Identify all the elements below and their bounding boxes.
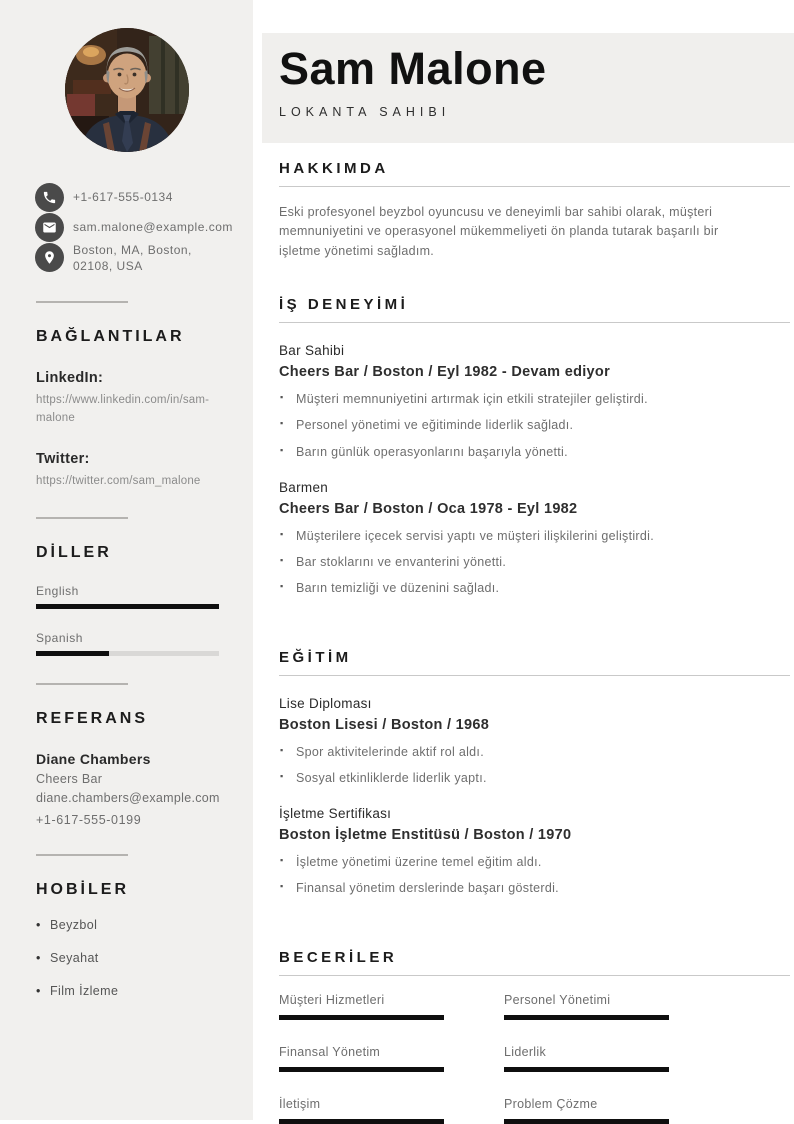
skill-item <box>279 993 444 1020</box>
reference-company: Cheers Bar <box>36 772 103 787</box>
school-bullet: ▪ Finansal yönetim derslerinde başarı gösterdi. <box>279 880 790 896</box>
links-heading: BAĞLANTILAR <box>36 328 185 346</box>
skill-bar <box>279 1119 444 1124</box>
contact-location: Boston, MA, Boston, 02108, USA <box>73 243 192 274</box>
language-bar-fill <box>36 651 109 656</box>
school-bullets <box>279 854 790 897</box>
skills-heading: BECERİLER <box>279 948 398 966</box>
skill-name: İletişim <box>279 1096 321 1111</box>
contact-phone-row <box>35 182 237 212</box>
about-heading: HAKKIMDA <box>279 159 389 177</box>
hobby-item: • Beyzbol <box>36 918 237 932</box>
reference-name: Diane Chambers <box>36 751 151 768</box>
skill-bar <box>279 1067 444 1072</box>
degree-title: İşletme Sertifikası <box>279 806 392 821</box>
job-entry <box>279 480 790 597</box>
school-bullet: ▪ İşletme yönetimi üzerine temel eğitim aldı. <box>279 854 790 870</box>
section-rule <box>279 186 790 187</box>
skill-bar <box>279 1015 444 1020</box>
sidebar-divider <box>36 301 128 303</box>
link-label: LinkedIn: <box>36 370 104 387</box>
school-meta: Boston İşletme Enstitüsü / Boston / 1970 <box>279 827 572 843</box>
job-bullets <box>279 528 790 597</box>
skill-bar-fill <box>279 1015 444 1020</box>
skill-bar-fill <box>279 1067 444 1072</box>
hobbies-section <box>36 881 237 998</box>
job-entry <box>279 343 790 460</box>
contact-email[interactable]: sam.malone@example.com <box>73 219 233 234</box>
school-bullet: ▪ Spor aktivitelerinde aktif rol aldı. <box>279 744 790 760</box>
languages-heading: DİLLER <box>36 544 112 562</box>
skill-bar-fill <box>504 1015 669 1020</box>
skill-name: Liderlik <box>504 1044 546 1059</box>
experience-heading: İŞ DENEYİMİ <box>279 296 409 313</box>
profile-photo-illustration <box>65 28 189 152</box>
phone-icon <box>35 183 64 212</box>
reference-section <box>36 710 237 827</box>
links-section <box>36 328 237 490</box>
sidebar-divider <box>36 683 128 685</box>
skill-bar <box>504 1119 669 1124</box>
skill-item <box>504 1045 669 1072</box>
resume-header <box>279 44 790 119</box>
section-rule <box>279 675 790 676</box>
job-title: Bar Sahibi <box>279 343 345 358</box>
school-bullet: ▪ Sosyal etkinliklerde liderlik yaptı. <box>279 770 790 786</box>
school-meta: Boston Lisesi / Boston / 1968 <box>279 716 490 733</box>
hobby-list <box>36 918 237 998</box>
language-item <box>36 584 237 609</box>
language-name: Spanish <box>36 631 83 646</box>
skill-item <box>279 1097 444 1124</box>
job-bullet: ▪ Bar stoklarını ve envanterini yönetti. <box>279 554 790 570</box>
skill-bar-fill <box>279 1119 444 1124</box>
school-bullets <box>279 744 790 787</box>
contact-section <box>35 182 237 274</box>
main-content <box>279 0 790 1124</box>
skill-item <box>504 1097 669 1124</box>
link-item <box>36 451 237 490</box>
person-title: LOKANTA SAHIBI <box>279 104 451 119</box>
job-bullet: ▪ Personel yönetimi ve eğitiminde liderlik sağladı. <box>279 417 790 433</box>
contact-location-row <box>35 242 237 274</box>
skills-section <box>279 949 790 1124</box>
person-name: Sam Malone <box>279 43 547 94</box>
job-bullets <box>279 391 790 460</box>
job-bullet: ▪ Barın günlük operasyonlarını başarıyla yönetti. <box>279 444 790 460</box>
skill-bar-fill <box>504 1067 669 1072</box>
degree-title: Lise Diploması <box>279 695 372 711</box>
school-entry <box>279 806 790 897</box>
hobby-item: • Film İzleme <box>36 984 237 998</box>
language-bar <box>36 604 219 609</box>
language-bar <box>36 651 219 656</box>
reference-email[interactable]: diane.chambers@example.com <box>36 791 220 806</box>
skills-grid <box>279 993 790 1124</box>
skill-name: Personel Yönetimi <box>504 992 611 1007</box>
job-meta: Cheers Bar / Boston / Oca 1978 - Eyl 1982 <box>279 500 578 517</box>
hobby-item: • Seyahat <box>36 951 237 965</box>
job-bullet: ▪ Müşteri memnuniyetini artırmak için etkili stratejiler geliştirdi. <box>279 391 790 407</box>
contact-email-row <box>35 212 237 242</box>
language-name: English <box>36 584 79 599</box>
job-bullet: ▪ Müşterilere içecek servisi yaptı ve müşteri ilişkilerini geliştirdi. <box>279 528 790 544</box>
reference-heading: REFERANS <box>36 710 149 728</box>
section-rule <box>279 975 790 976</box>
skill-name: Finansal Yönetim <box>279 1044 381 1059</box>
sidebar-divider <box>36 854 128 856</box>
link-url[interactable]: https://www.linkedin.com/in/sam-malone <box>36 394 210 424</box>
mail-icon <box>35 213 64 242</box>
contact-phone[interactable]: +1-617-555-0134 <box>73 189 173 204</box>
skill-bar <box>504 1015 669 1020</box>
location-pin-icon <box>35 243 64 272</box>
job-title: Barmen <box>279 479 329 495</box>
about-text: Eski profesyonel beyzbol oyuncusu ve deneyimli bar sahibi olarak, müşteri memnuniyetini ve operasyonel mükemmeliyeti ön planda tutarak başarılı bir işletme yönetimi sağladım. <box>279 204 719 258</box>
sidebar <box>0 0 253 1120</box>
skill-item <box>504 993 669 1020</box>
language-bar-fill <box>36 604 219 609</box>
education-heading: EĞİTİM <box>279 648 352 666</box>
skill-name: Problem Çözme <box>504 1096 598 1111</box>
link-label: Twitter: <box>36 450 90 467</box>
profile-photo <box>65 28 189 152</box>
skill-bar <box>504 1067 669 1072</box>
school-entry <box>279 696 790 787</box>
language-item <box>36 631 237 656</box>
hobbies-heading: HOBİLER <box>36 880 129 898</box>
reference-phone[interactable]: +1-617-555-0199 <box>36 812 142 827</box>
experience-section <box>279 296 790 597</box>
about-section <box>279 160 790 262</box>
sidebar-divider <box>36 517 128 519</box>
education-section <box>279 649 790 897</box>
job-meta: Cheers Bar / Boston / Eyl 1982 - Devam ediyor <box>279 364 611 380</box>
skill-name: Müşteri Hizmetleri <box>279 992 385 1007</box>
job-bullet: ▪ Barın temizliği ve düzenini sağladı. <box>279 580 790 596</box>
link-url[interactable]: https://twitter.com/sam_malone <box>36 474 201 487</box>
link-item <box>36 370 237 427</box>
languages-section <box>36 544 237 656</box>
section-rule <box>279 322 790 323</box>
skill-item <box>279 1045 444 1072</box>
skill-bar-fill <box>504 1119 669 1124</box>
